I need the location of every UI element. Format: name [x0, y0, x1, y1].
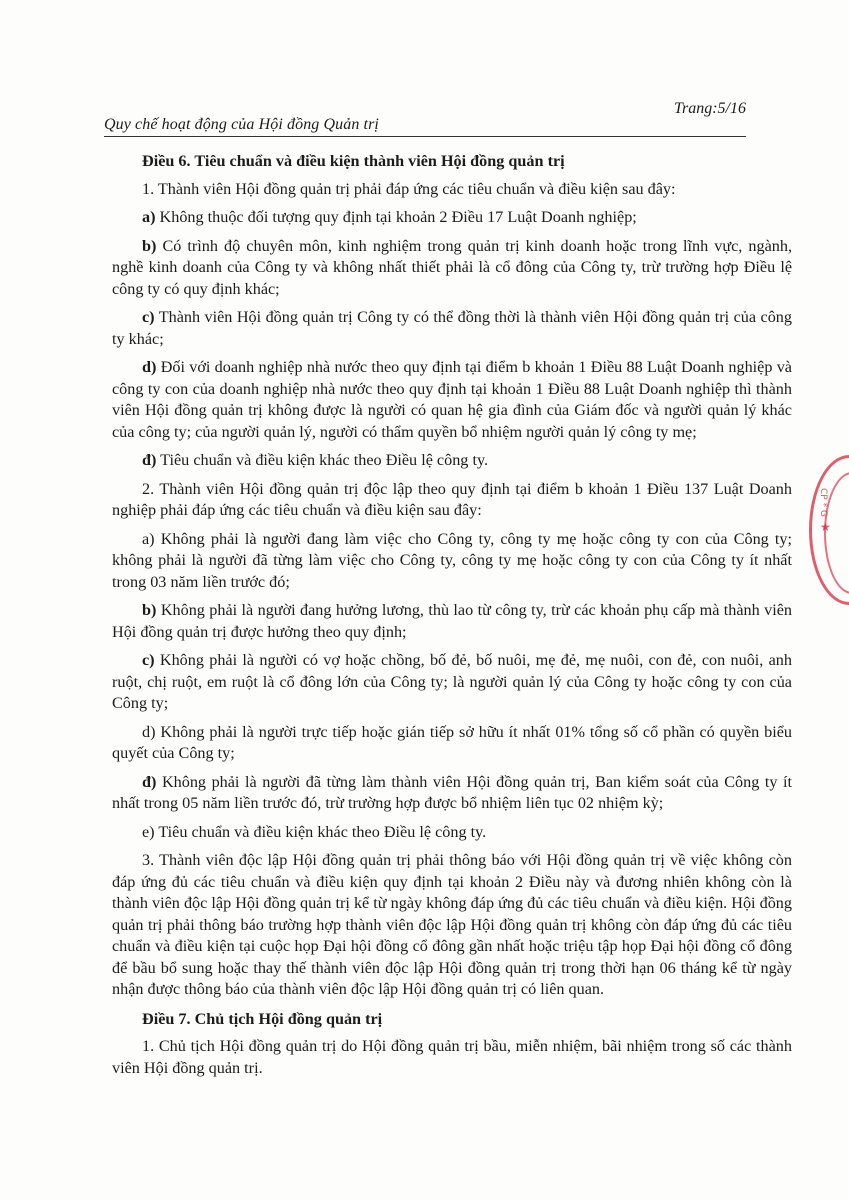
article-6-clause-2-item-a: a) Không phải là người đang làm việc cho Công ty, công ty mẹ hoặc công ty con của Công ty; không phải là người đã từng làm việc cho Công ty, công ty mẹ hoặc công ty con của Công ty ít nhất trong 03 năm liền trước đó; — [112, 529, 792, 591]
item-text: Đối với doanh nghiệp nhà nước theo quy định tại điểm b khoản 1 Điều 88 Luật Doanh nghiệp và công ty con của doanh nghiệp nhà nước theo quy định tại khoản 1 Điều 88 Luật Doanh nghiệp thì thành viên Hội đồng quản trị không được là người có quan hệ gia đình của Giám đốc và người quản lý khác của công ty; của người quản lý, người có thẩm quyền bổ nhiệm người quản lý công ty mẹ; — [112, 358, 792, 441]
page-number: Trang:5/16 — [673, 100, 746, 117]
article-6-item-a — [112, 207, 792, 229]
article-6-clause-3: 3. Thành viên độc lập Hội đồng quản trị phải thông báo với Hội đồng quản trị về việc không còn đáp ứng đủ các tiêu chuẩn và điều kiện quy định tại khoản 2 Điều này và đương nhiên không còn là thành viên độc lập Hội đồng quản trị kể từ ngày không đáp ứng đủ các tiêu chuẩn và điều kiện. Hội đồng quản trị phải thông báo trường hợp thành viên độc lập Hội đồng quản trị không còn đáp ứng đủ các tiêu chuẩn và điều kiện tại cuộc họp Đại hội đồng cổ đông gần nhất hoặc triệu tập họp Đại hội đồng cổ đông để bầu bổ sung hoặc thay thế thành viên độc lập Hội đồng quản trị trong thời hạn 06 tháng kể từ ngày nhận được thông báo của thành viên độc lập Hội đồng quản trị có liên quan. — [112, 851, 792, 998]
article-6-clause-2-item-d: d) Không phải là người trực tiếp hoặc gián tiếp sở hữu ít nhất 01% tổng số cổ phần có quyền biểu quyết của Công ty; — [112, 722, 792, 762]
item-label: c) — [142, 308, 155, 326]
seal-star-icon: ★ — [820, 520, 831, 534]
document-body — [112, 143, 792, 1086]
item-label: đ) — [142, 772, 157, 791]
article-7-heading: Điều 7. Chủ tịch Hội đồng quản trị — [142, 1009, 383, 1028]
item-label: đ) — [142, 451, 157, 469]
item-label: c) — [142, 651, 155, 669]
item-text: Không thuộc đối tượng quy định tại khoản 2 Điều 17 Luật Doanh nghiệp; — [159, 208, 637, 226]
document-title: Quy chế hoạt động của Hội đồng Quản trị — [104, 116, 379, 133]
article-6-clause-2-item-c — [112, 650, 792, 715]
article-6-item-d — [112, 357, 792, 443]
article-6-clause-1: 1. Thành viên Hội đồng quản trị phải đáp ứng các tiêu chuẩn và điều kiện sau đây: — [142, 179, 676, 198]
article-7-clause-1: 1. Chủ tịch Hội đồng quản trị do Hội đồng quản trị bầu, miễn nhiệm, bãi nhiệm trong số các thành viên Hội đồng quản trị. — [112, 1037, 792, 1077]
header-divider — [104, 136, 746, 137]
company-seal — [809, 455, 849, 605]
item-label: a) — [142, 208, 156, 226]
item-text: Thành viên Hội đồng quản trị Công ty có thể đồng thời là thành viên Hội đồng quản trị của công ty khác; — [112, 308, 792, 348]
article-6-clause-2-item-b — [112, 600, 792, 643]
item-label: b) — [142, 601, 157, 619]
article-6-item-b — [112, 236, 792, 301]
item-text: Không phải là người đang hưởng lương, thù lao từ công ty, trừ các khoản phụ cấp mà thành viên Hội đồng quản trị được hưởng theo quy định; — [112, 601, 793, 641]
seal-text: CP * G — [818, 488, 828, 517]
article-6-clause-2: 2. Thành viên Hội đồng quản trị độc lập theo quy định tại điểm b khoản 1 Điều 137 Luật Doanh nghiệp phải đáp ứng các tiêu chuẩn và điều kiện sau đây: — [112, 479, 792, 519]
item-text: Không phải là người đã từng làm thành viên Hội đồng quản trị, Ban kiểm soát của Công ty ít nhất trong 05 năm liền trước đó, trừ trường hợp được bổ nhiệm liên tục 02 nhiệm kỳ; — [112, 772, 792, 812]
article-6-heading: Điều 6. Tiêu chuẩn và điều kiện thành viên Hội đồng quản trị — [142, 152, 565, 170]
page-header — [104, 100, 746, 136]
article-6-clause-2-item-e: e) Tiêu chuẩn và điều kiện khác theo Điều lệ công ty. — [142, 822, 487, 841]
item-label: b) — [142, 236, 157, 255]
article-6-item-dd — [112, 450, 792, 472]
item-text: Có trình độ chuyên môn, kinh nghiệm trong quản trị kinh doanh hoặc trong lĩnh vực, ngành, nghề kinh doanh của Công ty và không nhất thiết phải là cổ đông của Công ty, trừ trường hợp Điều lệ công ty có quy định khác; — [112, 236, 792, 298]
article-6-clause-2-item-dd — [112, 772, 792, 815]
article-6-item-c — [112, 307, 792, 350]
item-label: d) — [142, 358, 157, 376]
item-text: Không phải là người có vợ hoặc chồng, bố đẻ, bố nuôi, mẹ đẻ, mẹ nuôi, con đẻ, con nuôi, anh ruột, chị ruột, em ruột là cổ đông lớn của Công ty; là người quản lý của Công ty hoặc công ty con của Công ty; — [112, 651, 792, 712]
item-text: Tiêu chuẩn và điều kiện khác theo Điều lệ công ty. — [160, 451, 489, 469]
